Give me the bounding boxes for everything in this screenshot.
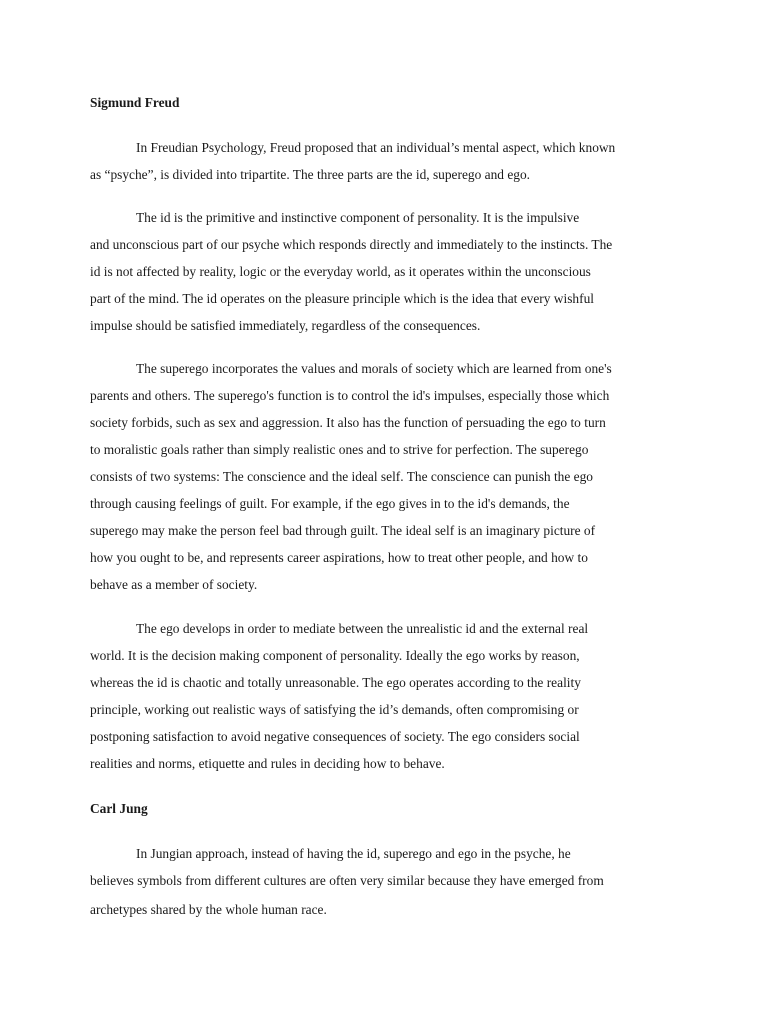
- text-line: id is not affected by reality, logic or the everyday world, as it operates within the unconscious: [90, 264, 591, 279]
- text-line: behave as a member of society.: [90, 577, 258, 592]
- text-line: to moralistic goals rather than simply realistic ones and to strive for perfection. The superego: [90, 442, 589, 457]
- text-line: as “psyche”, is divided into tripartite. The three parts are the id, superego and ego.: [90, 167, 531, 182]
- text-line: postponing satisfaction to avoid negative consequences of society. The ego considers social: [90, 729, 580, 744]
- text-line: archetypes shared by the whole human race.: [90, 902, 327, 917]
- text-line: impulse should be satisfied immediately, regardless of the consequences.: [90, 318, 481, 333]
- text-line: world. It is the decision making component of personality. Ideally the ego works by reason,: [90, 648, 580, 663]
- section-heading-jung: Carl Jung: [90, 801, 148, 816]
- text-line: part of the mind. The id operates on the pleasure principle which is the idea that every wishful: [90, 291, 594, 306]
- text-line: consists of two systems: The conscience and the ideal self. The conscience can punish the ego: [90, 469, 593, 484]
- text-line: principle, working out realistic ways of satisfying the id’s demands, often compromising or: [90, 702, 579, 717]
- text-line: how you ought to be, and represents career aspirations, how to treat other people, and how to: [90, 550, 588, 565]
- text-line: whereas the id is chaotic and totally unreasonable. The ego operates according to the reality: [90, 675, 581, 690]
- section-heading-freud: Sigmund Freud: [90, 95, 180, 110]
- text-line: The ego develops in order to mediate between the unrealistic id and the external real: [136, 621, 589, 636]
- text-line: parents and others. The superego's function is to control the id's impulses, especially those which: [90, 388, 610, 403]
- text-line: and unconscious part of our psyche which responds directly and immediately to the instincts. The: [90, 237, 613, 252]
- text-line: In Freudian Psychology, Freud proposed that an individual’s mental aspect, which known: [136, 140, 616, 155]
- text-line: The superego incorporates the values and morals of society which are learned from one's: [136, 361, 612, 376]
- text-line: superego may make the person feel bad through guilt. The ideal self is an imaginary picture of: [90, 523, 596, 538]
- text-line: through causing feelings of guilt. For example, if the ego gives in to the id's demands, the: [90, 496, 570, 511]
- text-line: believes symbols from different cultures are often very similar because they have emerged from: [90, 873, 604, 888]
- text-line: In Jungian approach, instead of having the id, superego and ego in the psyche, he: [136, 846, 571, 861]
- text-line: realities and norms, etiquette and rules in deciding how to behave.: [90, 756, 445, 771]
- text-line: society forbids, such as sex and aggression. It also has the function of persuading the ego to turn: [90, 415, 606, 430]
- text-line: The id is the primitive and instinctive component of personality. It is the impulsive: [136, 210, 580, 225]
